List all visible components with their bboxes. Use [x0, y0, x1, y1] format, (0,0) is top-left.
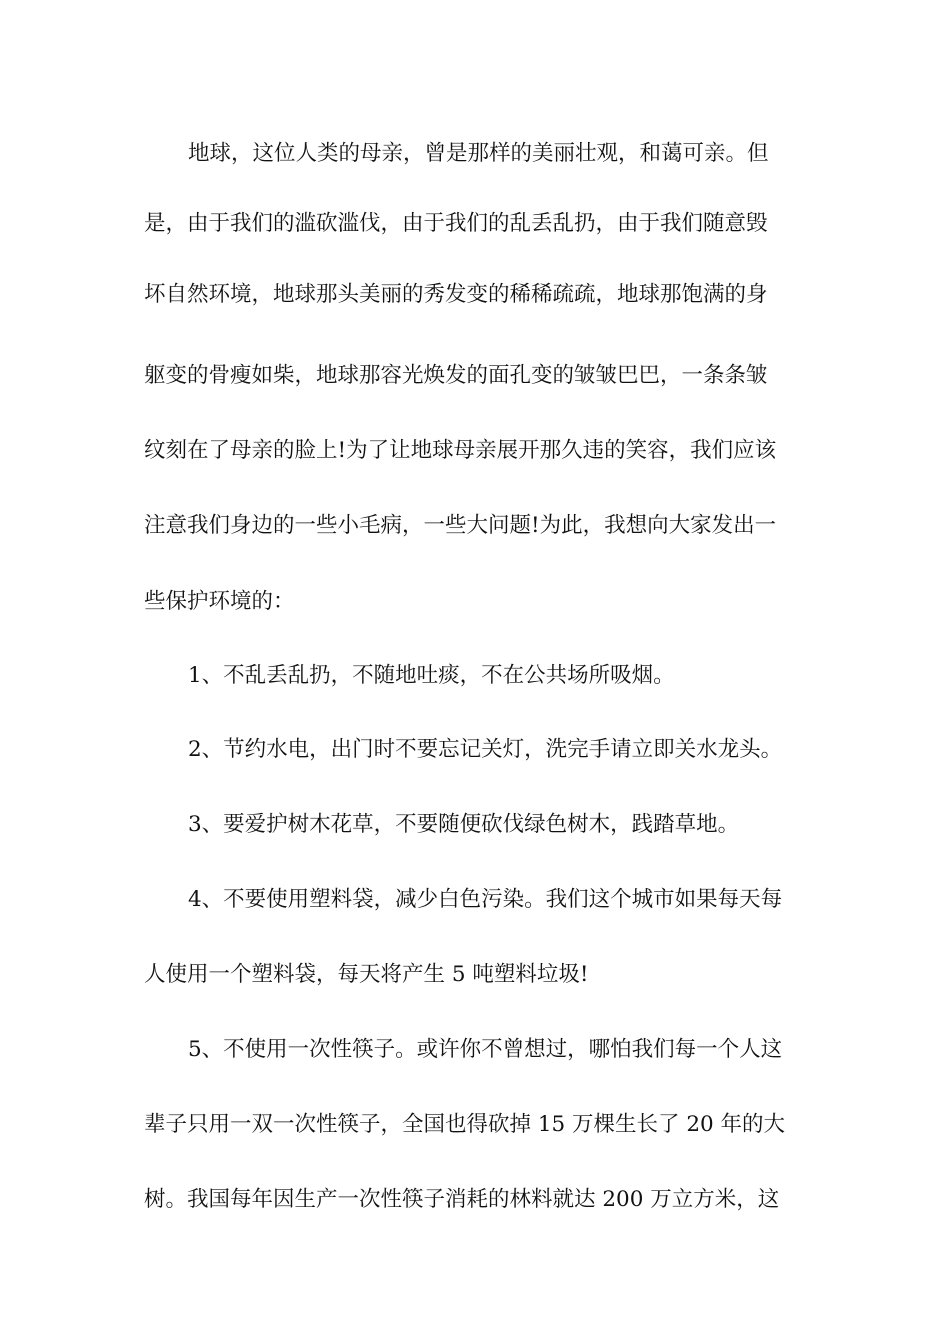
- list-item-5: 5、不使用一次性筷子。或许你不曾想过，哪怕我们每一个人这: [188, 1037, 783, 1062]
- paragraph-line-7: 些保护环境的：: [144, 589, 295, 614]
- paragraph-line-4: 躯变的骨瘦如柴，地球那容光焕发的面孔变的皱皱巴巴，一条条皱: [144, 363, 768, 388]
- paragraph-line-6: 注意我们身边的一些小毛病，一些大问题!为此，我想向大家发出一: [144, 513, 777, 538]
- list-item-2: 2、节约水电，出门时不要忘记关灯，洗完手请立即关水龙头。: [188, 737, 783, 762]
- list-item-4: 4、不要使用塑料袋，减少白色污染。我们这个城市如果每天每: [188, 887, 783, 912]
- list-item-1: 1、不乱丢乱扔，不随地吐痰，不在公共场所吸烟。: [188, 663, 675, 688]
- list-item-4-continuation: 人使用一个塑料袋，每天将产生 5 吨塑料垃圾!: [144, 962, 589, 987]
- paragraph-line-2: 是，由于我们的滥砍滥伐，由于我们的乱丢乱扔，由于我们随意毁: [144, 211, 768, 236]
- list-item-5-continuation-2: 树。我国每年因生产一次性筷子消耗的林料就达 200 万立方米，这: [144, 1187, 780, 1212]
- list-item-3: 3、要爱护树木花草，不要随便砍伐绿色树木，践踏草地。: [188, 812, 740, 837]
- paragraph-line-3: 坏自然环境，地球那头美丽的秀发变的稀稀疏疏，地球那饱满的身: [144, 282, 768, 307]
- paragraph-line-1: 地球，这位人类的母亲，曾是那样的美丽壮观，和蔼可亲。但: [188, 141, 769, 166]
- list-item-5-continuation-1: 辈子只用一双一次性筷子，全国也得砍掉 15 万棵生长了 20 年的大: [144, 1112, 786, 1137]
- paragraph-line-5: 纹刻在了母亲的脸上!为了让地球母亲展开那久违的笑容，我们应该: [144, 438, 777, 463]
